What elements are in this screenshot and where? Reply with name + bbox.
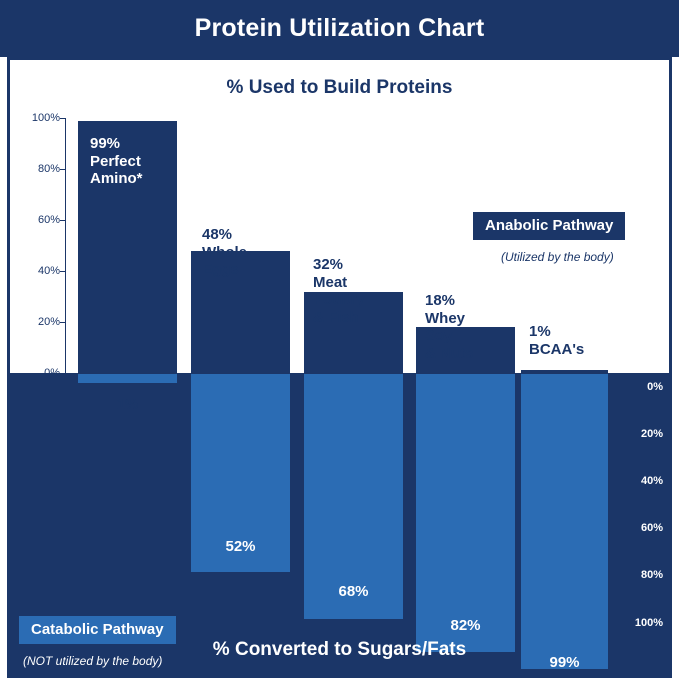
chart-frame	[7, 57, 672, 678]
y-tick-top-60: 60%	[37, 214, 60, 226]
y-tick-top-80: 80%	[37, 163, 60, 175]
y-tick-top-20: 20%	[37, 316, 60, 328]
y-tick-top-100: 100%	[31, 112, 60, 124]
y-tick-mark-top-60	[60, 220, 65, 221]
y-tick-mark-top-40	[60, 271, 65, 272]
bar-down-whey-soy-nuts[interactable]	[416, 374, 515, 652]
bottom-axis-title: % Converted to Sugars/Fats	[212, 639, 467, 660]
y-tick-bottom-80: 80%	[640, 569, 663, 581]
bar-down-bcaas[interactable]	[521, 374, 608, 669]
y-axis-top	[65, 118, 66, 373]
y-tick-mark-top-80	[60, 169, 65, 170]
y-tick-mark-top-100	[60, 118, 65, 119]
page-title: Protein Utilization Chart	[194, 14, 485, 42]
y-tick-bottom-60: 60%	[640, 522, 663, 534]
label-down-bcaas: 99%	[549, 654, 580, 671]
y-tick-mark-top-20	[60, 322, 65, 323]
top-axis-title: % Used to Build Proteins	[226, 77, 453, 98]
label-up-meat-poultry-fish: 32% Meat Poultry & Fish	[313, 256, 365, 327]
legend-anabolic-pill: Anabolic Pathway	[473, 212, 625, 240]
legend-catabolic-pill: Catabolic Pathway	[19, 616, 176, 644]
bar-down-perfect-amino[interactable]	[78, 374, 177, 383]
legend-catabolic-subtitle: (NOT utilized by the body)	[23, 654, 163, 668]
label-down-whole-eggs: 52%	[225, 538, 256, 555]
label-up-perfect-amino: 99% Perfect Amino*	[90, 135, 143, 188]
legend-anabolic-subtitle: (Utilized by the body)	[501, 250, 614, 264]
y-tick-bottom-0: 0%	[647, 381, 663, 393]
label-down-meat-poultry-fish: 68%	[338, 583, 369, 600]
plot-area	[10, 60, 669, 675]
label-up-whole-eggs: 48% Whole Eggs	[202, 226, 247, 279]
y-tick-top-0: 0%	[44, 367, 60, 379]
y-tick-top-40: 40%	[37, 265, 60, 277]
label-up-bcaas: 1% BCAA's	[529, 323, 585, 358]
y-tick-bottom-40: 40%	[640, 475, 663, 487]
y-tick-bottom-20: 20%	[640, 428, 663, 440]
label-down-whey-soy-nuts: 82%	[450, 617, 481, 634]
label-up-whey-soy-nuts: 18% Whey Soy & Nuts	[425, 292, 474, 363]
label-down-perfect-amino: 1%	[116, 396, 139, 413]
y-tick-bottom-100: 100%	[634, 617, 663, 629]
bar-up-bcaas[interactable]	[521, 370, 608, 373]
title-bar	[0, 0, 679, 57]
